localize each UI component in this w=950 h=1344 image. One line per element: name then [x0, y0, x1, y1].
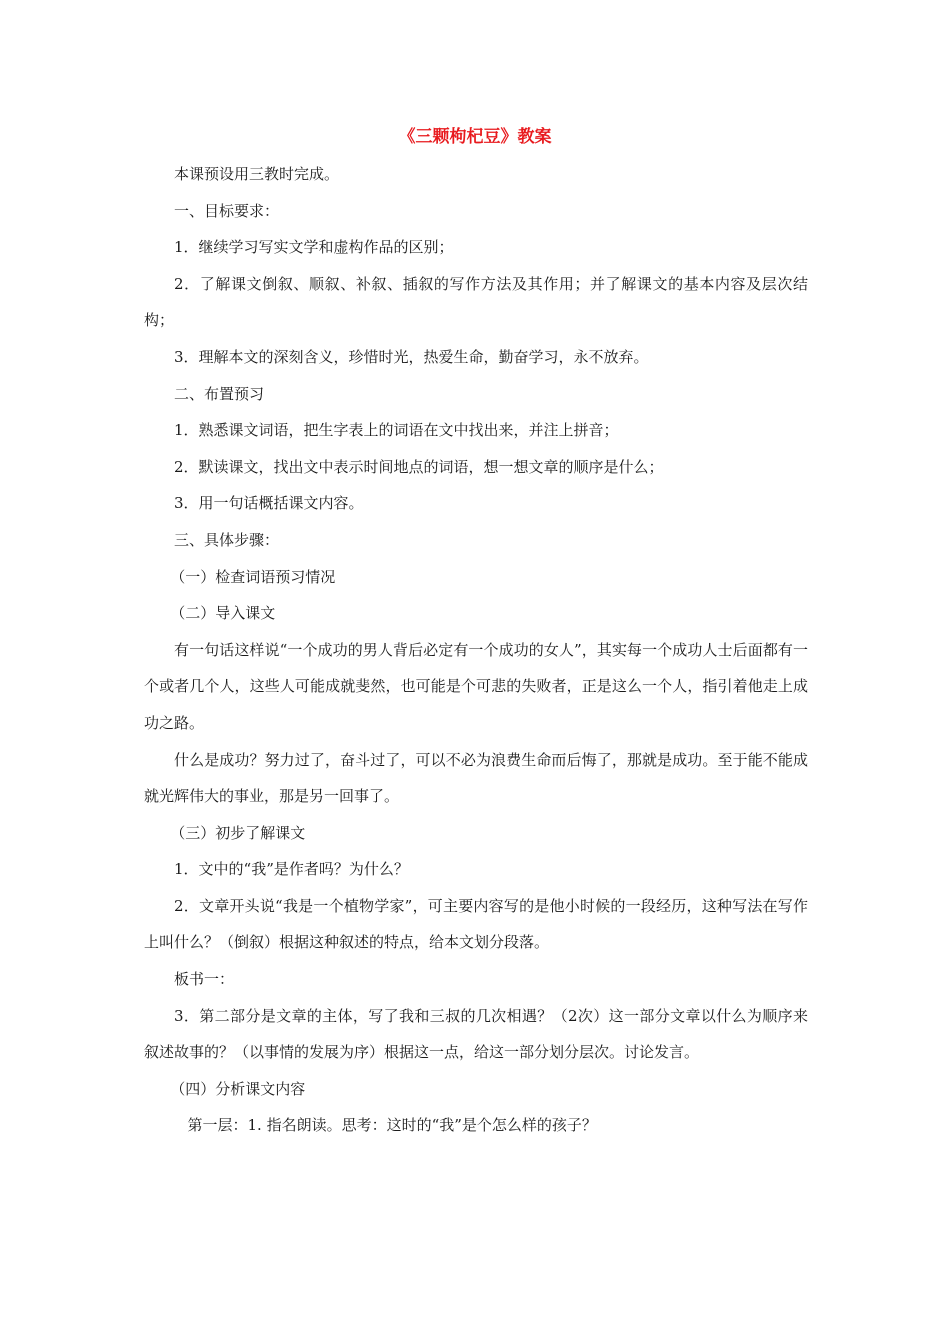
step-heading-1: （一）检查词语预习情况 — [170, 567, 336, 586]
preview-item-3: 3．用一句话概括课文内容。 — [174, 494, 364, 513]
preview-item-1: 1．熟悉课文词语，把生字表上的词语在文中找出来，并注上拼音； — [174, 421, 619, 440]
goal-item-3: 3．理解本文的深刻含义，珍惜时光，热爱生命，勤奋学习，永不放弃。 — [174, 347, 649, 366]
document-body — [144, 156, 808, 1144]
preview-item-2: 2．默读课文，找出文中表示时间地点的词语，想一想文章的顺序是什么； — [174, 457, 664, 476]
step-heading-4: （四）分析课文内容 — [170, 1079, 306, 1098]
paragraph-introduction-1: 有一句话这样说“一个成功的男人背后必定有一个成功的女人”，其实每一个成功人士后面都有一个或者几个人，这些人可能成就斐然，也可能是个可悲的失败者，正是这么一个人，指引着他走上成功之路。 — [144, 640, 808, 732]
paragraph-intro: 本课预设用三教时完成。 — [174, 165, 340, 183]
question-2: 2．文章开头说“我是一个植物学家”，可主要内容写的是他小时候的一段经历，这种写法在写作上叫什么？（倒叙）根据这种叙述的特点，给本文划分段落。 — [144, 896, 808, 952]
question-1: 1．文中的“我”是作者吗？为什么？ — [174, 860, 409, 879]
document-title: 《三颗枸杞豆》教案 — [398, 127, 552, 147]
heading-steps: 三、具体步骤： — [174, 530, 280, 549]
step-heading-3: （三）初步了解课文 — [170, 823, 306, 842]
heading-goals: 一、目标要求： — [174, 201, 280, 220]
heading-preview: 二、布置预习 — [174, 384, 265, 403]
first-layer-paragraph: 第一层：1. 指名朗读。思考：这时的“我”是个怎么样的孩子？ — [187, 1116, 597, 1135]
goal-item-1: 1．继续学习写实文学和虚构作品的区别； — [174, 238, 454, 257]
step-heading-2: （二）导入课文 — [170, 604, 276, 623]
question-3: 3．第二部分是文章的主体，写了我和三叔的几次相遇？（2次）这一部分文章以什么为顺序来叙述故事的？（以事情的发展为序）根据这一点，给这一部分划分层次。讨论发言。 — [144, 1006, 808, 1062]
board-note: 板书一： — [174, 970, 235, 989]
paragraph-introduction-2: 什么是成功？努力过了，奋斗过了，可以不必为浪费生命而后悔了，那就是成功。至于能不能成就光辉伟大的事业，那是另一回事了。 — [144, 750, 808, 806]
goal-item-2: 2．了解课文倒叙、顺叙、补叙、插叙的写作方法及其作用；并了解课文的基本内容及层次结构； — [144, 274, 808, 330]
